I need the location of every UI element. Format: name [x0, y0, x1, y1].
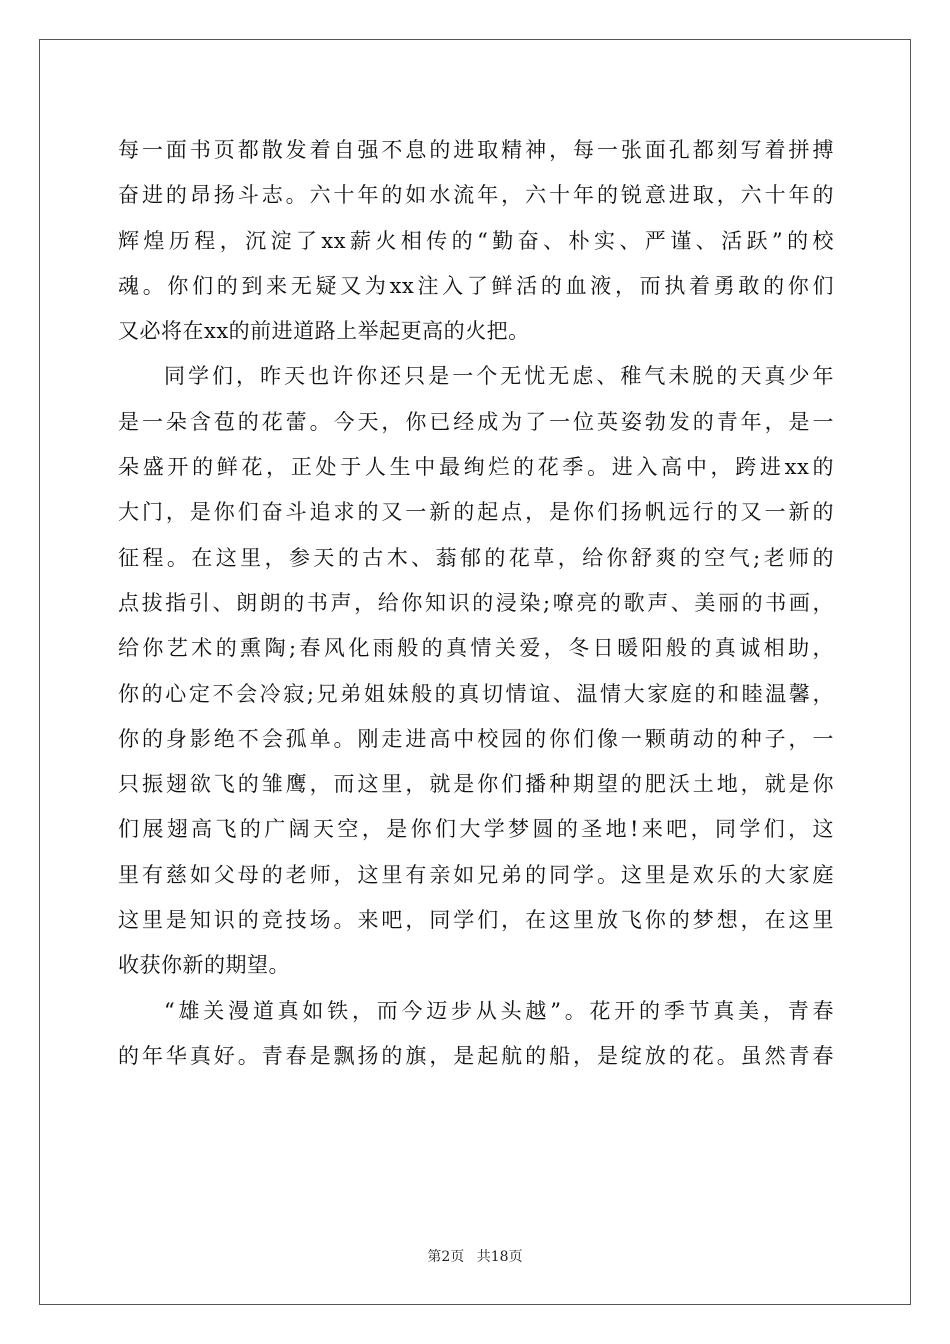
text-line: 奋进的昂扬斗志。六十年的如水流年，六十年的锐意进取，六十年的 [118, 183, 834, 208]
page-total: 共18页 [476, 1249, 523, 1265]
text-line: 是一朵含苞的花蕾。今天，你已经成为了一位英姿勃发的青年，是一 [118, 409, 834, 434]
document-body [118, 128, 834, 1079]
text-line: “雄关漫道真如铁，而今迈步从头越”。花开的季节真美，青春 [164, 998, 834, 1023]
text-line: 每一面书页都散发着自强不息的进取精神，每一张面孔都刻写着拼搏 [118, 138, 834, 162]
page-footer [0, 1246, 950, 1266]
text-line: 魂。你们的到来无疑又为xx注入了鲜活的血液，而执着勇敢的你们 [118, 273, 834, 298]
text-line: 征程。在这里，参天的古木、蓊郁的花草，给你舒爽的空气;老师的 [118, 545, 834, 570]
text-line: 你的心定不会冷寂;兄弟姐妹般的真切情谊、温情大家庭的和睦温馨， [118, 681, 834, 706]
page-number: 第2页 [427, 1249, 465, 1265]
text-line: 点拔指引、朗朗的书声，给你知识的浸染;嘹亮的歌声、美丽的书画， [118, 590, 834, 615]
paragraph [118, 989, 834, 1080]
text-line: 同学们，昨天也许你还只是一个无忧无虑、稚气未脱的天真少年 [164, 364, 834, 389]
text-line: 们展翅高飞的广阔天空，是你们大学梦圆的圣地!来吧，同学们，这 [118, 817, 834, 842]
text-line: 朵盛开的鲜花，正处于人生中最绚烂的花季。进入高中，跨进xx的 [118, 455, 834, 480]
text-line: 辉煌历程，沉淀了xx薪火相传的“勤奋、朴实、严谨、活跃”的校 [118, 228, 834, 253]
text-line: 又必将在xx的前进道路上举起更高的火把。 [118, 319, 530, 344]
text-line: 大门，是你们奋斗追求的又一新的起点，是你们扬帆远行的又一新的 [118, 500, 834, 525]
text-line: 给你艺术的熏陶;春风化雨般的真情关爱，冬日暖阳般的真诚相助， [118, 636, 834, 661]
text-line: 只振翅欲飞的雏鹰，而这里，就是你们播种期望的肥沃土地，就是你 [118, 772, 834, 797]
paragraph [118, 354, 834, 988]
text-line: 里有慈如父母的老师，这里有亲如兄弟的同学。这里是欢乐的大家庭 [118, 862, 834, 887]
text-line: 你的身影绝不会孤单。刚走进高中校园的你们像一颗萌动的种子，一 [118, 726, 834, 751]
text-line: 的年华真好。青春是飘扬的旗，是起航的船，是绽放的花。虽然青春 [118, 1043, 834, 1068]
paragraph [118, 128, 834, 354]
text-line: 这里是知识的竞技场。来吧，同学们，在这里放飞你的梦想，在这里 [118, 908, 834, 933]
text-line: 收获你新的期望。 [118, 953, 290, 978]
